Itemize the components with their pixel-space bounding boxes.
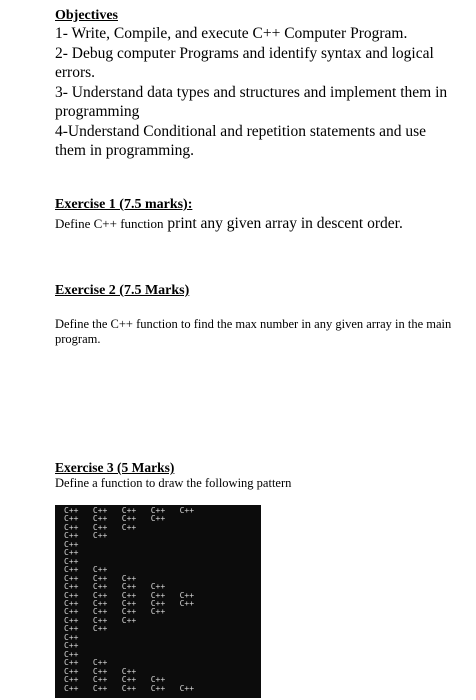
console-line: C++ C++ C++ (64, 615, 137, 625)
console-line: C++ (64, 649, 79, 659)
console-line: C++ C++ C++ C++ C++ (64, 506, 195, 515)
exercise-1-text-prefix: Define C++ function (55, 216, 164, 231)
objective-item: 1- Write, Compile, and execute C++ Computer Program. (55, 25, 408, 42)
objective-item: 3- Understand data types and structures and implement them in programming (55, 83, 448, 120)
console-line: C++ C++ C++ C++ (64, 514, 166, 524)
console-line: C++ C++ (64, 565, 108, 575)
objectives-list (55, 24, 460, 161)
console-line: C++ (64, 539, 79, 549)
console-line: C++ (64, 556, 79, 566)
objective-item: 2- Debug computer Programs and identify syntax and logical errors. (55, 44, 434, 81)
console-line: C++ (64, 632, 79, 642)
console-line: C++ C++ C++ (64, 573, 137, 583)
exercise-2 (55, 282, 460, 347)
console-line: C++ C++ C++ C++ C++ (64, 590, 195, 600)
exercise-3 (55, 460, 460, 491)
objective-item: 4-Understand Conditional and repetition statements and use them in programming. (55, 122, 427, 159)
console-output-screenshot (55, 505, 261, 698)
exercise-1-text (55, 214, 460, 234)
exercise-1-text-rest: print any given array in descent order. (163, 215, 403, 232)
console-line: C++ (64, 641, 79, 651)
objectives-heading: Objectives (55, 8, 118, 23)
console-line: C++ C++ C++ C++ (64, 582, 166, 592)
console-line: C++ C++ C++ C++ C++ (64, 598, 195, 608)
console-line: C++ C++ C++ C++ (64, 607, 166, 617)
console-line: C++ C++ C++ C++ (64, 675, 166, 685)
console-line: C++ C++ (64, 624, 108, 634)
console-line: C++ C++ C++ C++ C++ (64, 683, 195, 693)
console-lines (55, 505, 261, 693)
console-line: C++ C++ (64, 531, 108, 541)
exercise-1 (55, 196, 460, 234)
exercise-2-title: Exercise 2 (7.5 Marks) (55, 283, 190, 298)
console-line: C++ (64, 548, 79, 558)
console-line: C++ C++ C++ (64, 666, 137, 676)
exercise-1-title: Exercise 1 (7.5 marks): (55, 197, 193, 212)
exercise-3-title: Exercise 3 (5 Marks) (55, 460, 175, 475)
console-line: C++ C++ (64, 658, 108, 668)
exercise-3-text: Define a function to draw the following pattern (55, 476, 292, 490)
exercise-2-text: Define the C++ function to find the max number in any given array in the main program. (55, 317, 452, 346)
console-line: C++ C++ C++ (64, 522, 137, 532)
